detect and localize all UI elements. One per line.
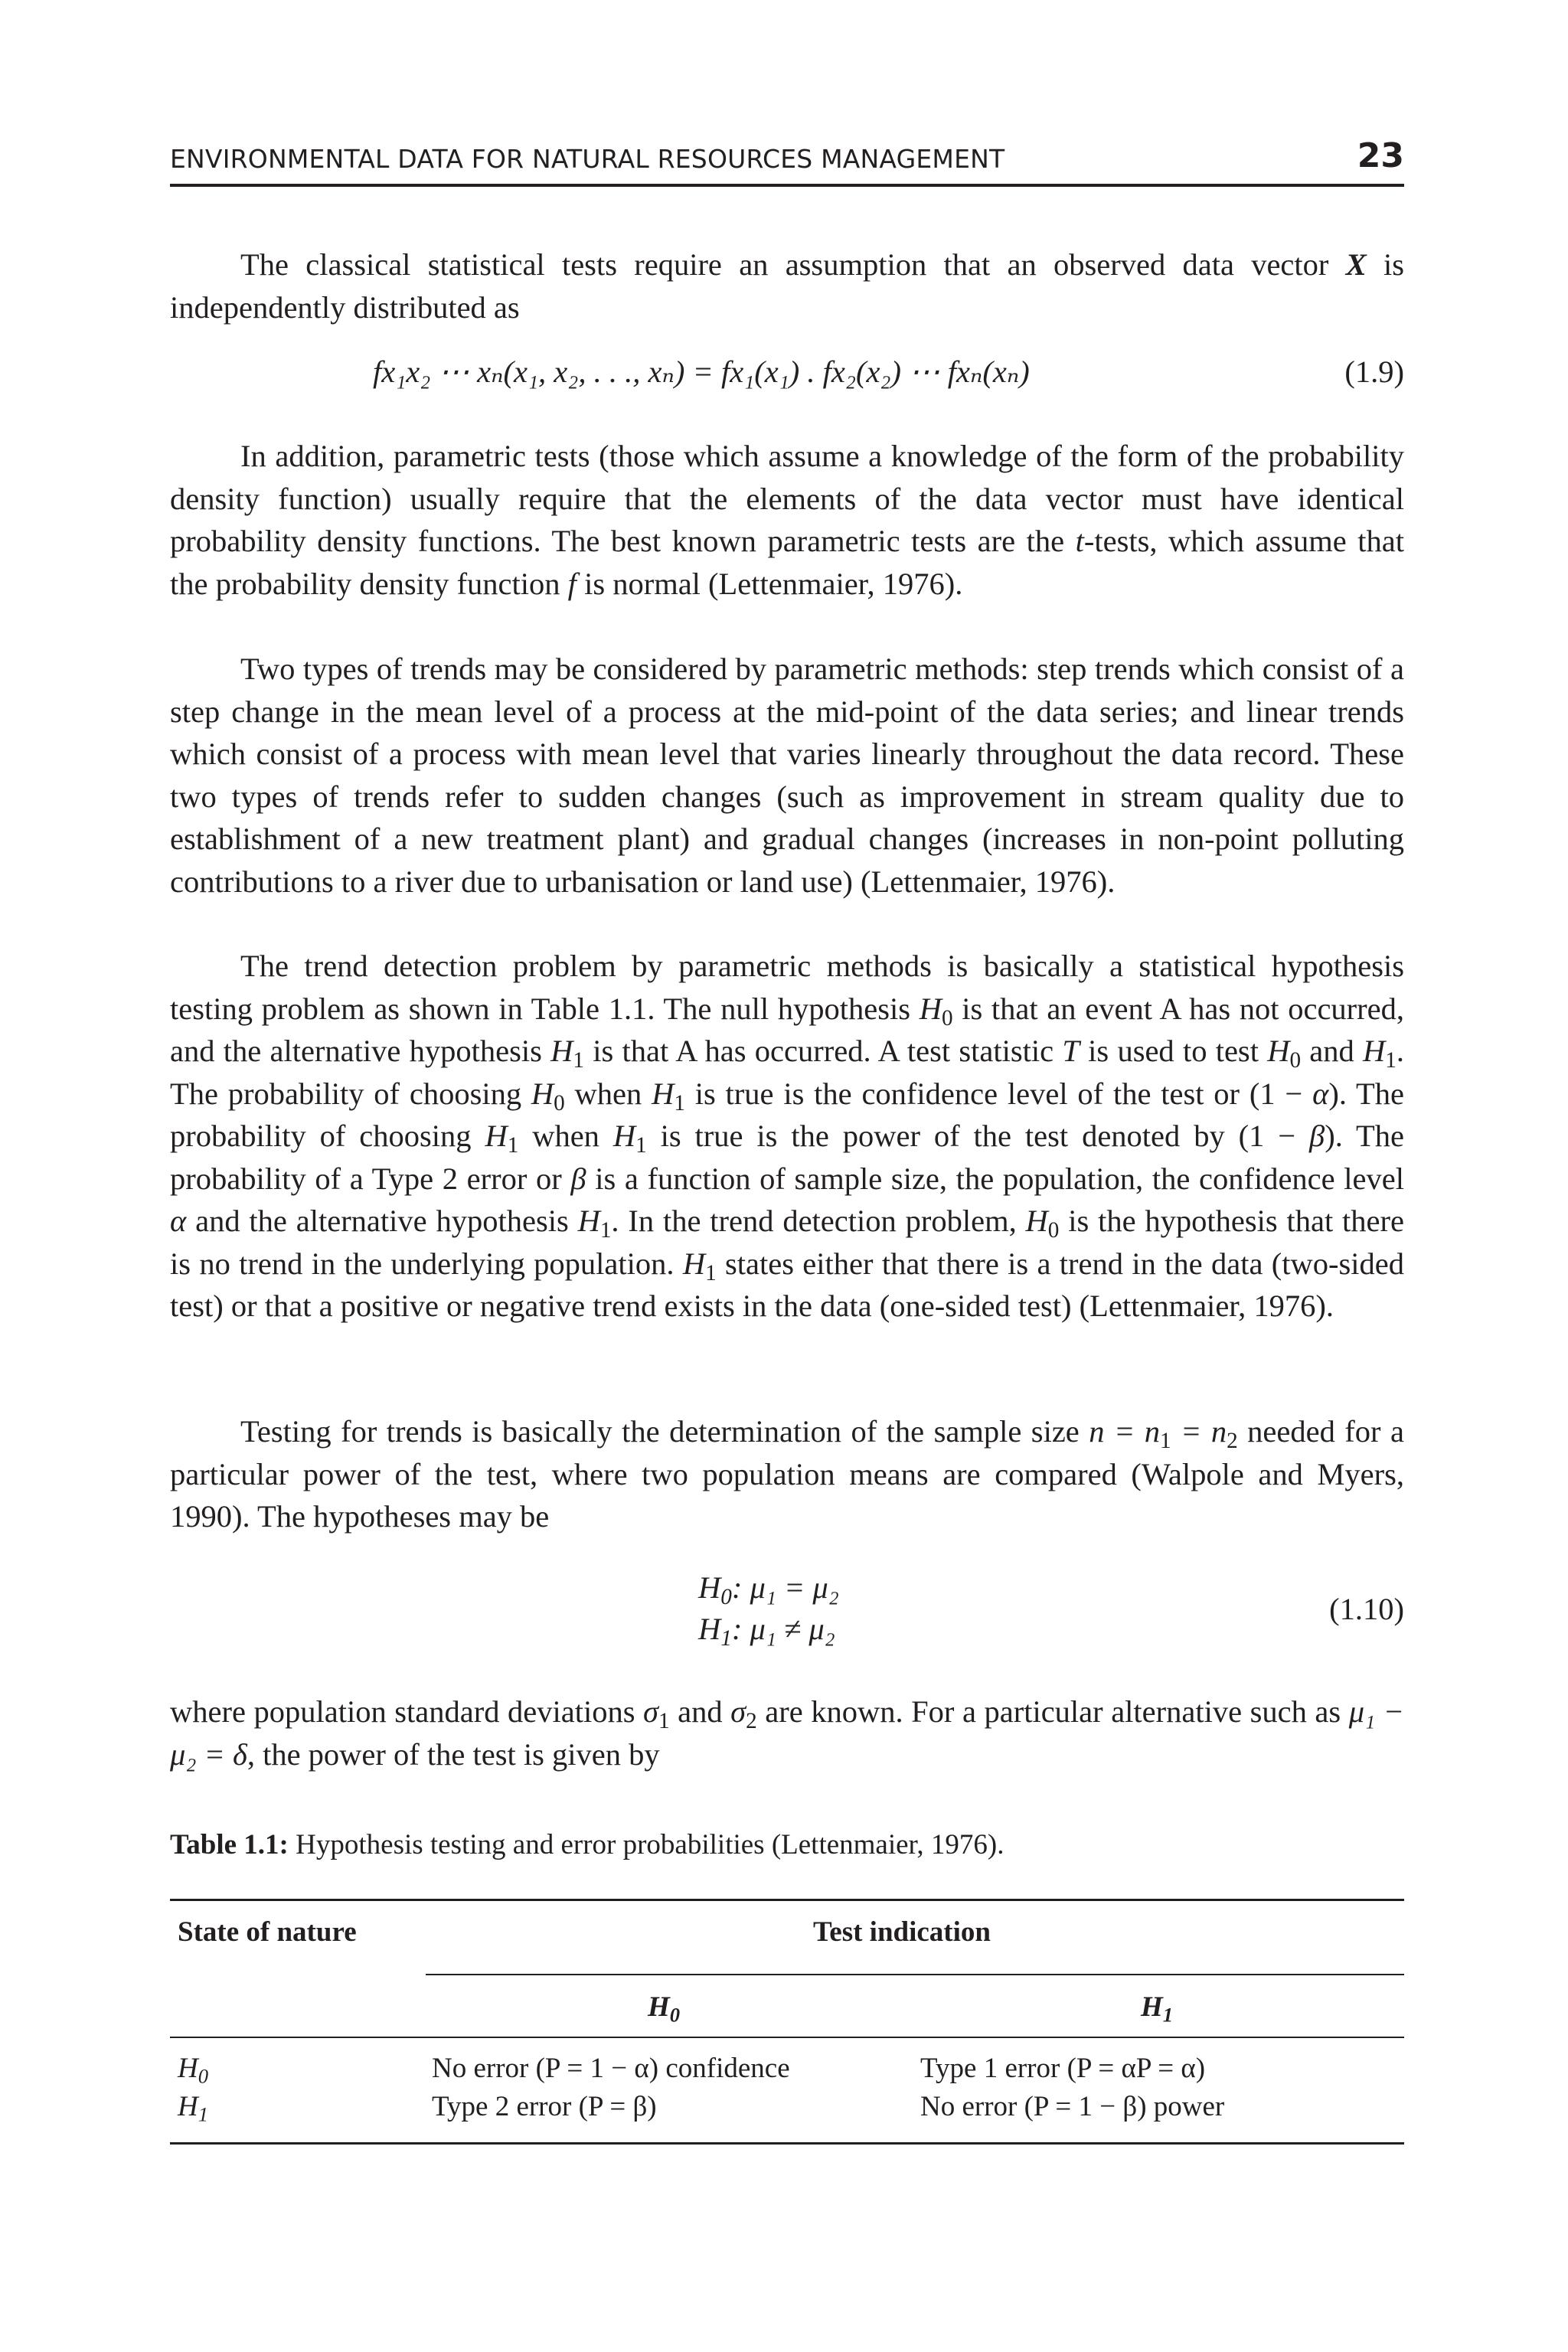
- equation-1-10-line-2: $H_1$: μ₁ ≠ μ₂: [698, 1612, 835, 1651]
- table-caption: Table 1.1: Hypothesis testing and error probabilities (Lettenmaier, 1976).: [170, 1829, 1004, 1860]
- paragraph-3: Two types of trends may be considered by parametric methods: step trends which consist of a step change in the mean level of a process at the mid-point of the data series; and linear trends which consist of a process with mean level that varies linearly throughout the data record. These two types of trends refer to sudden changes (such as improvement in stream quality due to establishment of a new treatment plant) and gradual changes (increases in non-point polluting contributions to a river due to urbanisation or land use) (Lettenmaier, 1976).: [170, 652, 1404, 899]
- equation-1-9-formula: fx₁x₂ ⋯ xₙ(x₁, x₂, . . ., xₙ) = fx₁(x₁) . fx₂(x₂) ⋯ fxₙ(xₙ): [373, 354, 1030, 389]
- table-bottom-rule: [170, 2142, 1404, 2145]
- row-h0-h1: Type 1 error (P = αP = α): [920, 2053, 1206, 2084]
- row-state-h0: $H_0$: [178, 2053, 209, 2088]
- paragraph-1: The classical statistical tests require an assumption that an observed data vector X is independently distributed as: [170, 247, 1404, 325]
- paragraph-5: Testing for trends is basically the determination of the sample size $n = n_1 = n_2$ needed for a particular power of the test, where two population means are compared (Walpole and Myers, 1990). The hypotheses may be: [170, 1414, 1404, 1534]
- equation-1-10-line-1: $H_0$: μ₁ = μ₂: [698, 1570, 839, 1610]
- row-h1-h1: No error (P = 1 − β) power: [920, 2091, 1225, 2122]
- header-state-of-nature: State of nature: [178, 1916, 357, 1948]
- running-head: ENVIRONMENTAL DATA FOR NATURAL RESOURCES MANAGEMENT: [170, 144, 1005, 174]
- equation-1-9: [170, 351, 1404, 394]
- table-top-rule: [170, 1899, 1404, 1901]
- table-header-rule: [170, 2037, 1404, 2038]
- equation-1-10-number: (1.10): [1329, 1592, 1404, 1626]
- header-h0: $H_0$: [648, 1991, 681, 2027]
- page-header: [170, 135, 1404, 187]
- paragraph-4: The trend detection problem by parametric methods is basically a statistical hypothesis testing problem as shown in Table 1.1. The null hypothesis $H_0$ is that an event A has not occurred, and the alternative hypothesis $H_1$ is that A has occurred. A test statistic T is used to test $H_0$ and $H_1$. The probability of choosing $H_0$ when $H_1$ is true is the confidence level of the test or (1 − α). The probability of choosing $H_1$ when $H_1$ is true is the power of the test denoted by (1 − β). The probability of a Type 2 error or β is a function of sample size, the population, the confidence level α and the alternative hypothesis $H_1$. In the trend detection problem, $H_0$ is the hypothesis that there is no trend in the underlying population. $H_1$ states either that there is a trend in the data (two-sided test) or that a positive or negative trend exists in the data (one-sided test) (Lettenmaier, 1976).: [170, 949, 1404, 1323]
- paragraph-6: where population standard deviations $\sigma_1$ and $\sigma_2$ are known. For a particular alternative such as μ₁ − μ₂ = δ, the power of the test is given by: [170, 1694, 1404, 1772]
- header-test-indication: Test indication: [813, 1916, 991, 1948]
- row-h1-h0: Type 2 error (P = β): [432, 2091, 657, 2122]
- row-state-h1: $H_1$: [178, 2091, 209, 2126]
- paragraph-2: In addition, parametric tests (those which assume a knowledge of the form of the probability density function) usually require that the elements of the data vector must have identical probability density functions. The best known parametric tests are the t-tests, which assume that the probability density function f is normal (Lettenmaier, 1976).: [170, 439, 1405, 601]
- header-h1: $H_1$: [1141, 1991, 1174, 2027]
- equation-1-9-number: (1.9): [1344, 354, 1404, 389]
- table-mid-rule: [426, 1974, 1404, 1975]
- page-number: 23: [1357, 136, 1404, 175]
- equation-1-10: [170, 1566, 1404, 1652]
- row-h0-h0: No error (P = 1 − α) confidence: [432, 2053, 790, 2084]
